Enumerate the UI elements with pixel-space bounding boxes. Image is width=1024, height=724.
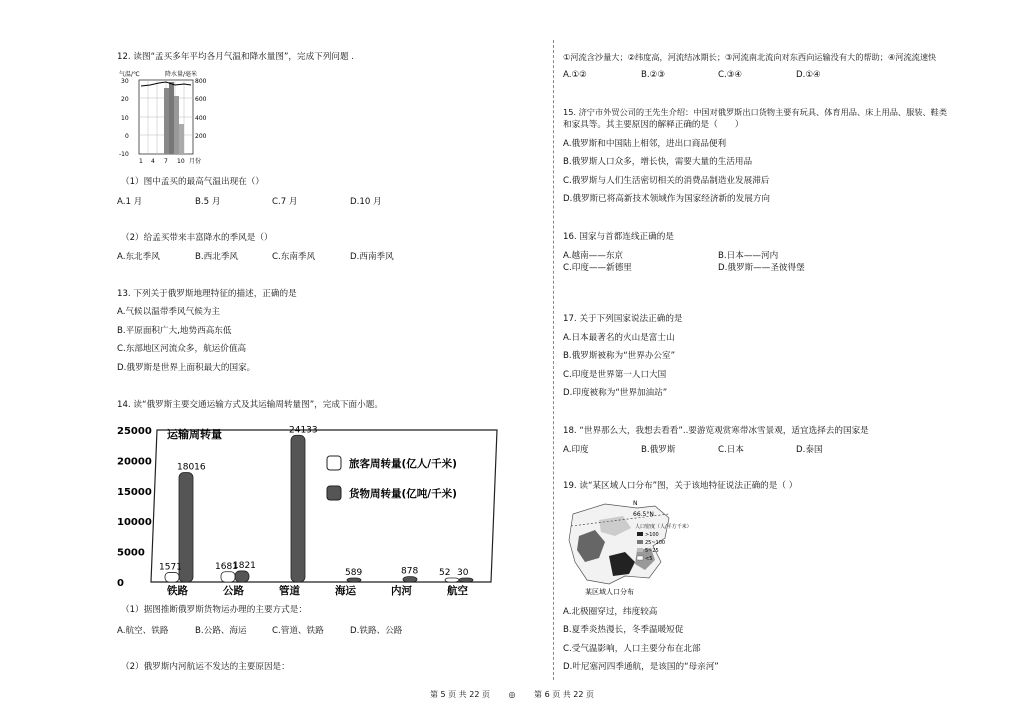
legend-swatch-4: [637, 556, 643, 560]
y-tick-label: 15000: [117, 486, 152, 498]
legend-passenger-label: 旅客周转量(亿人/千米): [349, 458, 457, 470]
freight-value-label: 1821: [233, 560, 256, 571]
q15-option-d[interactable]: D.俄罗斯已将高新技术领域作为国家经济新的发展方向: [563, 194, 771, 204]
option-b[interactable]: B.公路、海运: [195, 626, 247, 636]
q13-option-a[interactable]: A.气候以温带季风气候为主: [117, 307, 220, 317]
option-c[interactable]: C.东南季风: [272, 252, 316, 262]
option-d[interactable]: D.泰国: [796, 445, 823, 455]
temp-tick: 0: [125, 133, 129, 140]
q15-option-c[interactable]: C.俄罗斯与人们生活密切相关的消费品制造业发展滞后: [563, 176, 770, 186]
option-d[interactable]: D.①④: [796, 70, 821, 80]
category-label: 内河: [391, 585, 412, 597]
freight-value-label: 30: [457, 568, 469, 578]
option-a[interactable]: A.东北季风: [117, 252, 160, 262]
option-c[interactable]: C.③④: [718, 70, 743, 80]
q14-stem: 14. 读“俄罗斯主要交通运输方式及其运输周转量图”，完成下面小题。: [117, 400, 383, 410]
month-tick: 10: [177, 158, 185, 165]
latitude-label: 66.5°N: [633, 511, 654, 518]
population-distribution-map: [565, 496, 705, 598]
option-a[interactable]: A.①②: [563, 70, 587, 80]
legend-swatch-3: [637, 548, 643, 552]
legend-label-2: 25~100: [645, 540, 666, 546]
option-d[interactable]: D.10 月: [350, 197, 382, 207]
precip-bar-jul: [169, 82, 174, 154]
q16-stem: 16. 国家与首都连线正确的是: [563, 232, 674, 242]
chart-title: 运输周转量: [167, 428, 222, 441]
option-c[interactable]: C.7 月: [272, 197, 298, 207]
freight-value-label: 878: [401, 566, 419, 577]
option-c[interactable]: C.管道、铁路: [272, 626, 324, 636]
passenger-value-label: 52: [439, 568, 451, 578]
chart-legend: [327, 456, 457, 500]
footer-right-page-number: 第 6 页 共 22 页: [534, 690, 595, 699]
q12-stem: 12. 读图“孟买多年平均各月气温和降水量图”，完成下列问题 .: [117, 52, 355, 62]
precip-bars: [164, 82, 184, 154]
q12-sub1: （1）图中孟买的最高气温出现在（）: [121, 177, 264, 187]
temp-tick: 20: [121, 96, 129, 103]
month-tick: 7: [164, 158, 168, 165]
q13-option-c[interactable]: C.东部地区河流众多，航运价值高: [117, 344, 247, 354]
category-label: 铁路: [167, 585, 188, 597]
bar-passenger: [445, 578, 459, 582]
bar-freight: [459, 578, 473, 582]
temp-axis-label: 气温/℃: [119, 71, 140, 78]
legend-swatch-2: [637, 540, 643, 544]
q13-option-b[interactable]: B.平原面积广大,地势西高东低: [117, 326, 232, 336]
q12-sub2: （2）给孟买带来丰富降水的季风是（）: [121, 233, 273, 243]
north-arrow: N: [633, 500, 638, 507]
bar-freight: [347, 578, 361, 582]
legend-freight-swatch: [327, 486, 341, 500]
month-unit: 月份: [189, 158, 202, 165]
option-b[interactable]: B.西北季风: [195, 252, 239, 262]
q13-stem: 13. 下列关于俄罗斯地理特征的描述，正确的是: [117, 289, 297, 299]
page-footer: [0, 689, 1024, 700]
passenger-value-label: 1681: [215, 561, 238, 572]
q13-option-d[interactable]: D.俄罗斯是世界上面积最大的国家。: [117, 363, 256, 373]
footer-binding-mark: ◎: [508, 690, 516, 699]
option-a[interactable]: A.1 月: [117, 197, 143, 207]
mumbai-climate-chart: [119, 66, 209, 166]
bar-freight: [403, 577, 417, 582]
y-axis-ticks: [117, 426, 152, 589]
temp-tick: 10: [121, 115, 129, 122]
option-b[interactable]: B.5 月: [195, 197, 221, 207]
y-tick-label: 0: [117, 578, 124, 589]
y-tick-label: 10000: [117, 517, 152, 529]
q17-option-b[interactable]: B.俄罗斯被称为“世界办公室”: [563, 351, 676, 361]
transport-turnover-chart: [117, 416, 507, 598]
freight-value-label: 24133: [289, 425, 318, 436]
bar-freight: [235, 571, 249, 582]
legend-label-4: <5: [645, 556, 653, 562]
freight-value-label: 589: [345, 568, 363, 578]
precip-tick: 200: [195, 133, 207, 140]
q17-option-a[interactable]: A.日本最著名的火山是富士山: [563, 333, 675, 343]
legend-swatch-1: [637, 532, 643, 536]
q16-option-a[interactable]: A.越南——东京: [563, 251, 624, 261]
q17-option-d[interactable]: D.印度被称为“世界加油站”: [563, 388, 668, 398]
option-a[interactable]: A.印度: [563, 445, 589, 455]
option-d[interactable]: D.铁路、公路: [350, 626, 403, 636]
passenger-value-label: 1571: [159, 562, 182, 573]
option-b[interactable]: B.②③: [641, 70, 666, 80]
legend-passenger-swatch: [327, 456, 341, 470]
q14-sub2: （2）俄罗斯内河航运不发达的主要原因是：: [121, 662, 290, 672]
q19-option-b[interactable]: B.夏季炎热漫长，冬季温暖短促: [563, 625, 684, 635]
q18-stem: 18. “世界那么大，我想去看看”..要游览观赏寒带冰雪景观，适宜选择去的国家是: [563, 426, 869, 436]
map-caption: 某区域人口分布: [585, 588, 634, 596]
temp-tick: 30: [121, 78, 129, 85]
legend-label-3: 5~25: [645, 548, 659, 554]
left-page: [117, 0, 547, 724]
bar-freight: [291, 435, 305, 582]
legend-freight-label: 货物周转量(亿吨/千米): [349, 488, 457, 500]
q19-option-c[interactable]: C.受气温影响，人口主要分布在北部: [563, 644, 701, 654]
category-label: 海运: [335, 585, 356, 597]
column-divider: [553, 40, 554, 680]
option-c[interactable]: C.日本: [718, 445, 744, 455]
precip-tick: 800: [195, 78, 207, 85]
chart-frame: [151, 430, 497, 582]
month-tick: 4: [151, 158, 155, 165]
y-tick-label: 25000: [117, 426, 152, 437]
option-d[interactable]: D.西南季风: [350, 252, 394, 262]
precip-tick: 600: [195, 96, 207, 103]
option-b[interactable]: B.俄罗斯: [641, 445, 676, 455]
q19-stem: 19. 读“某区域人口分布”图，关于该地特征说法正确的是（ ）: [563, 481, 798, 491]
q17-option-c[interactable]: C.印度是世界第一人口大国: [563, 370, 667, 380]
q14-sub1: （1）据图推断俄罗斯货物运办理的主要方式是：: [121, 605, 307, 615]
category-label: 管道: [279, 585, 300, 597]
legend-title: 人口密度（人/平方千米）: [635, 524, 692, 530]
precip-bar-aug: [174, 96, 179, 154]
category-label: 航空: [447, 585, 468, 597]
bar-passenger: [221, 572, 235, 582]
month-tick: 1: [139, 158, 143, 165]
q15-stem-line2: 和家具等。其主要原因的解释正确的是（ ）: [563, 120, 744, 130]
q15-stem-line1: 15. 济宁市外贸公司的王先生介绍：中国对俄罗斯出口货物主要有玩具、体育用品、床上用品、服装、鞋类: [563, 107, 948, 117]
precip-bar-jun: [164, 88, 169, 154]
q15-option-b[interactable]: B.俄罗斯人口众多，增长快，需要大量的生活用品: [563, 157, 753, 167]
q15-option-a[interactable]: A.俄罗斯和中国陆上相邻，进出口商品便利: [563, 139, 727, 149]
y-tick-label: 5000: [117, 547, 145, 559]
category-labels: [166, 584, 468, 597]
q16-option-d[interactable]: D.俄罗斯——圣彼得堡: [718, 263, 805, 273]
legend-label-1: >100: [645, 532, 659, 538]
freight-value-label: 18016: [177, 462, 206, 473]
q19-option-a[interactable]: A.北极圈穿过，纬度较高: [563, 607, 658, 617]
temp-tick: -10: [119, 151, 129, 158]
footer-left-page-number: 第 5 页 共 22 页: [429, 690, 490, 699]
option-a[interactable]: A.航空、铁路: [117, 626, 169, 636]
precip-axis-label: 降水量/毫米: [165, 71, 198, 78]
right-page: [563, 0, 1003, 724]
q16-option-b[interactable]: B.日本——河内: [718, 251, 779, 261]
category-label: 公路: [223, 585, 244, 597]
y-tick-label: 20000: [117, 456, 152, 468]
bars-group: [159, 425, 473, 582]
q19-option-d[interactable]: D.叶尼塞河四季通航，是该国的“母亲河”: [563, 662, 719, 672]
q17-stem: 17. 关于下列国家说法正确的是: [563, 314, 683, 324]
precip-bar-sep: [179, 124, 184, 154]
q16-option-c[interactable]: C.印度——新德里: [563, 263, 632, 273]
bar-passenger: [165, 572, 179, 582]
precip-tick: 400: [195, 115, 207, 122]
carry-over-statements: ①河流含沙量大；②纬度高，河流结冰期长；③河流南北流向对东西向运输没有大的帮助；④河流流速快: [563, 52, 937, 62]
